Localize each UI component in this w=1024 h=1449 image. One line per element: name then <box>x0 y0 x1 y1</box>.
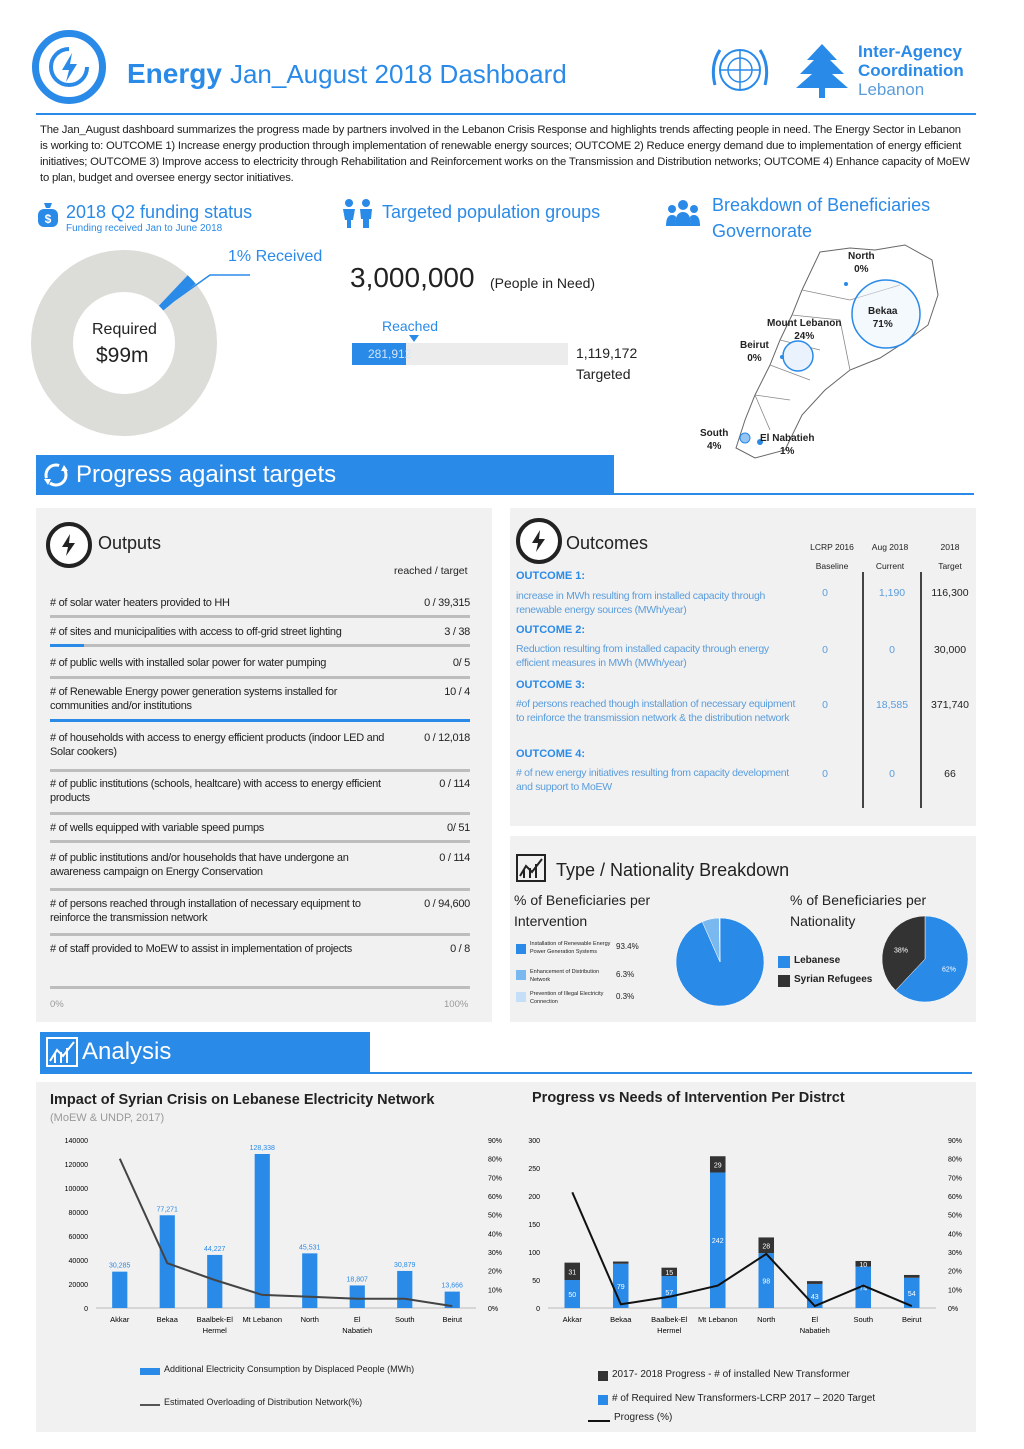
output-label: # of households with access to energy efficient products (indoor LED and Solar cookers) <box>50 732 385 758</box>
legend-swatch <box>516 944 526 954</box>
output-progress-track <box>50 812 470 815</box>
output-label: # of public institutions and/or households that have undergone an awareness campaign on Energy Conservation <box>50 852 349 878</box>
bar-data-label: 28 <box>762 1243 771 1251</box>
y2-tick-label: 20% <box>948 1268 963 1276</box>
targeted-label: Targeted <box>576 366 631 382</box>
outcome-3-current: 18,585 <box>875 699 909 711</box>
output-progress-track <box>50 676 470 679</box>
outputs-icon <box>46 522 92 568</box>
x-tick-label: Baalbek-El <box>196 1315 233 1324</box>
analysis-header-title: Analysis <box>82 1038 172 1065</box>
outcome-3-baseline: 0 <box>822 699 828 711</box>
intervention-pie <box>670 912 770 1012</box>
outcomes-divider-1 <box>862 572 864 808</box>
output-label: # of persons reached through installation of necessary equipment to reinforce the transmission network <box>50 898 361 924</box>
x-tick-label: El <box>811 1315 819 1324</box>
outcome-1-text: increase in MWh resulting from installed capacity through renewable energy sources (MWh/year) <box>516 590 766 616</box>
x-tick-label: El <box>353 1315 361 1324</box>
bar-data-label: 98 <box>762 1278 771 1286</box>
bar-data-label: 30,285 <box>109 1262 131 1270</box>
output-value: 0 / 114 <box>439 852 470 864</box>
intervention-legend-3: Prevention of Illegal Electricity Connection 0.3% <box>516 990 646 1010</box>
y-tick-label: 250 <box>528 1166 540 1173</box>
bar-data-label: 50 <box>568 1292 577 1299</box>
header-divider <box>36 113 976 115</box>
bar-data-label: 29 <box>713 1162 722 1170</box>
x-tick-label: Nabatieh <box>342 1326 373 1335</box>
x-tick-label: North <box>300 1315 319 1324</box>
bar <box>255 1154 270 1308</box>
bar-data-label: 57 <box>665 1290 674 1298</box>
x-tick-label: Mt Lebanon <box>242 1315 283 1324</box>
outcomes-title: Outcomes <box>566 533 649 553</box>
refresh-icon <box>42 461 70 489</box>
money-bag-icon <box>36 201 60 229</box>
bar-data-label: 18,807 <box>346 1276 368 1284</box>
y2-tick-label: 20% <box>488 1268 503 1276</box>
funding-subtitle: Funding received Jan to June 2018 <box>66 223 223 234</box>
population-title: Targeted population groups <box>382 202 601 222</box>
y-tick-label: 300 <box>528 1138 540 1145</box>
x-tick-label: Nabatieh <box>799 1326 830 1335</box>
governorate-title-1: Breakdown of Beneficiaries <box>712 195 931 215</box>
output-value: 0/ 5 <box>452 657 470 669</box>
bar-data-label: 15 <box>665 1269 674 1277</box>
gov-north: North 0% <box>848 251 875 275</box>
x-tick-label: Hermel <box>202 1326 227 1335</box>
outcome-3-heading: OUTCOME 3: <box>516 679 586 691</box>
x-tick-label: South <box>853 1315 874 1324</box>
progress-header-title: Progress against targets <box>76 461 337 488</box>
bar <box>350 1285 365 1308</box>
y-tick-label: 0 <box>536 1306 540 1313</box>
bar-data-label: 242 <box>711 1238 724 1246</box>
bar-data-label: 44,227 <box>204 1245 226 1253</box>
legend-swatch <box>140 1404 160 1406</box>
x-tick-label: Bekaa <box>156 1315 178 1324</box>
analysis-header-rule <box>40 1072 972 1074</box>
output-value: 0 / 94,600 <box>424 898 470 910</box>
outcome-2-baseline: 0 <box>822 644 828 656</box>
chart2-legend-line: Progress (%) <box>588 1412 948 1428</box>
outcomes-col-baseline: LCRP 2016 Baseline <box>810 542 854 571</box>
y2-tick-label: 50% <box>948 1212 963 1220</box>
chart2-svg <box>516 1130 976 1335</box>
legend-swatch <box>598 1371 608 1381</box>
y-tick-label: 120000 <box>64 1162 88 1169</box>
y2-tick-label: 40% <box>948 1231 963 1239</box>
y-tick-label: 100 <box>528 1250 540 1257</box>
bar-data-label: 13,666 <box>441 1282 463 1290</box>
outcomes-divider-2 <box>920 572 922 808</box>
nationality-legend-1: Lebanese <box>778 954 888 970</box>
bar <box>613 1262 629 1264</box>
x-tick-label: Akkar <box>562 1315 582 1324</box>
funding-title: 2018 Q2 funding status <box>66 202 253 222</box>
funding-received-label: 1% Received <box>228 248 323 265</box>
output-row <box>50 851 470 879</box>
progress-header-rule <box>36 493 974 495</box>
bar <box>904 1275 920 1278</box>
reached-value: 281,912 <box>368 347 412 361</box>
output-progress-track <box>50 888 470 891</box>
chart1-title: Impact of Syrian Crisis on Lebanese Electricity Network <box>50 1092 435 1108</box>
y2-tick-label: 80% <box>948 1156 963 1164</box>
output-row <box>50 625 470 639</box>
output-row <box>50 596 470 610</box>
output-row <box>50 942 470 956</box>
outcome-4-heading: OUTCOME 4: <box>516 748 586 760</box>
outputs-title: Outputs <box>98 533 162 553</box>
bar-data-label: 54 <box>907 1290 916 1298</box>
gov-bekaa: Bekaa 71% <box>868 306 898 330</box>
coordination-logo-text: Inter-Agency Coordination Lebanon <box>858 42 964 99</box>
legend-swatch <box>516 970 526 980</box>
y2-tick-label: 70% <box>488 1175 503 1183</box>
legend-swatch <box>778 956 790 968</box>
y2-tick-label: 0% <box>488 1306 499 1313</box>
breakdown-panel <box>510 836 976 1022</box>
outcomes-col-current: Aug 2018 Current <box>871 542 909 571</box>
nationality-pie <box>880 914 970 1004</box>
chart1-svg <box>36 1130 516 1335</box>
reached-marker-icon <box>409 335 419 342</box>
y2-tick-label: 50% <box>488 1212 503 1220</box>
y2-tick-label: 10% <box>948 1287 963 1295</box>
output-value: 0 / 114 <box>439 778 470 790</box>
outcome-3-target: 371,740 <box>931 699 969 711</box>
bar-data-label: 74 <box>859 1285 868 1293</box>
output-value: 0 / 8 <box>450 943 470 955</box>
y-tick-label: 60000 <box>68 1234 88 1241</box>
outcome-1-heading: OUTCOME 1: <box>516 570 586 582</box>
gov-south: South 4% <box>700 428 729 452</box>
y2-tick-label: 90% <box>488 1138 503 1145</box>
page-title: Energy Jan_August 2018 Dashboard <box>127 58 567 89</box>
bar <box>302 1253 317 1308</box>
output-label: # of sites and municipalities with access to off-grid street lighting <box>50 626 342 638</box>
outcome-2-text: Reduction resulting from installed capacity through energy efficient measures in MWh (MWh/year) <box>516 643 769 669</box>
governorate-title-2: Governorate <box>712 221 813 241</box>
y2-tick-label: 30% <box>948 1250 963 1257</box>
y-tick-label: 0 <box>84 1306 88 1313</box>
bar <box>397 1271 412 1308</box>
x-tick-label: Hermel <box>657 1326 682 1335</box>
y2-tick-label: 80% <box>488 1156 503 1164</box>
y-tick-label: 20000 <box>68 1282 88 1289</box>
chart1-legend-line: Estimated Overloading of Distribution Network(%) <box>140 1397 480 1413</box>
nationality-title: % of Beneficiaries per Nationality <box>790 892 927 929</box>
outcome-4-text: # of new energy initiatives resulting from capacity development and support to MoEW <box>516 767 789 793</box>
y2-tick-label: 60% <box>948 1194 963 1201</box>
outcome-2-current: 0 <box>889 644 895 656</box>
pie-label: 38% <box>894 947 909 955</box>
output-progress-track <box>50 719 470 722</box>
outcome-1-current: 1,190 <box>878 587 906 599</box>
outputs-axis-start: 0% <box>50 999 64 1010</box>
targeted-value: 1,119,172 <box>576 345 638 361</box>
x-tick-label: Beirut <box>901 1315 922 1324</box>
group-icon <box>666 198 700 228</box>
y-tick-label: 150 <box>528 1222 540 1229</box>
legend-swatch <box>516 992 526 1002</box>
outcome-4-target: 66 <box>944 768 956 780</box>
output-progress-track <box>50 769 470 772</box>
output-progress-track <box>50 840 470 843</box>
x-tick-label: Akkar <box>110 1315 130 1324</box>
gov-mount-lebanon: Mount Lebanon 24% <box>767 318 842 342</box>
y2-tick-label: 30% <box>488 1250 503 1257</box>
y2-tick-label: 10% <box>488 1287 503 1295</box>
output-value: 0 / 39,315 <box>424 597 470 609</box>
y2-tick-label: 40% <box>488 1231 503 1239</box>
bar-data-label: 45,531 <box>299 1244 321 1252</box>
chart2-legend-progress: 2017- 2018 Progress - # of installed New Transformer <box>598 1369 958 1385</box>
bar <box>112 1272 127 1308</box>
output-progress-track <box>50 644 470 647</box>
legend-swatch <box>588 1420 610 1422</box>
output-progress-track <box>50 615 470 618</box>
outcomes-panel <box>510 508 976 826</box>
y-tick-label: 40000 <box>68 1258 88 1265</box>
outcomes-col-target: 2018 Target <box>938 542 962 571</box>
output-label: # of public institutions (schools, healtcare) with access to energy efficient products <box>50 778 381 804</box>
output-row <box>50 897 470 925</box>
y2-tick-label: 90% <box>948 1138 963 1145</box>
gov-beirut: Beirut 0% <box>740 340 769 364</box>
un-emblem-icon <box>705 40 775 100</box>
pin-value: 3,000,000 <box>350 262 475 293</box>
outcome-2-heading: OUTCOME 2: <box>516 624 586 636</box>
x-tick-label: Mt Lebanon <box>697 1315 738 1324</box>
people-icon <box>340 198 376 228</box>
y-tick-label: 140000 <box>64 1138 88 1145</box>
bar-data-label: 43 <box>810 1293 819 1301</box>
bar-data-label: 128,338 <box>249 1144 275 1152</box>
breakdown-title: Type / Nationality Breakdown <box>556 860 790 880</box>
funding-required-label: Required <box>92 321 157 338</box>
y2-tick-label: 60% <box>488 1194 503 1201</box>
analysis-chart-icon <box>46 1037 78 1067</box>
bar-data-label: 10 <box>859 1261 868 1269</box>
chart2-legend-required: # of Required New Transformers-LCRP 2017 – 2020 Target <box>598 1393 958 1409</box>
output-value: 3 / 38 <box>444 626 470 638</box>
reached-label: Reached <box>382 318 439 334</box>
output-label: # of public wells with installed solar power for water pumping <box>50 657 327 669</box>
output-label: # of solar water heaters provided to HH <box>50 597 230 609</box>
bar-data-label: 79 <box>616 1283 625 1291</box>
bar-data-label: 77,271 <box>156 1206 178 1214</box>
outcome-1-target: 116,300 <box>931 587 969 599</box>
intro-text: The Jan_August dashboard summarizes the progress made by partners involved in the Lebanon Crisis Response and highlights trends affecting people in need. The Energy Sector in Lebanon is working to: OUTCOME 1) Increase energy production through implementation of renewable energy sources; OUTCOME 2) Reduce energy demand due to implementation of energy efficient initiatives; OUTCOME 3) Improve access to electricity through Rehabilitation and Reinforcement works on the Transmission and Distribution networks; OUTCOME 4) Enhance capacity of MoEW to plan, budget and oversee energy sector initiatives. <box>40 124 970 184</box>
output-row <box>50 731 470 759</box>
y-tick-label: 200 <box>528 1194 540 1201</box>
output-row <box>50 777 470 805</box>
intervention-legend-2: Enhancement of Distribution Network 6.3% <box>516 968 646 988</box>
outputs-col-label: reached / target <box>394 565 468 577</box>
y2-tick-label: 70% <box>948 1175 963 1183</box>
chart1-subtitle: (MoEW & UNDP, 2017) <box>50 1112 165 1124</box>
cedar-tree-icon <box>792 42 852 100</box>
x-tick-label: Beirut <box>442 1315 463 1324</box>
intervention-title: % of Beneficiaries per Intervention <box>514 892 651 929</box>
outcome-4-baseline: 0 <box>822 768 828 780</box>
funding-required-value: $99m <box>96 344 149 367</box>
legend-swatch <box>140 1368 160 1375</box>
outcome-1-baseline: 0 <box>822 587 828 599</box>
output-label: # of wells equipped with variable speed pumps <box>50 822 264 834</box>
legend-swatch <box>778 975 790 987</box>
output-progress-fill <box>50 719 470 722</box>
analysis-panel <box>36 1082 976 1432</box>
output-progress-track <box>50 933 470 936</box>
bar-data-label: 31 <box>568 1269 577 1277</box>
chart-icon <box>516 854 546 882</box>
output-value: 10 / 4 <box>444 686 470 698</box>
y-tick-label: 80000 <box>68 1210 88 1217</box>
energy-logo-icon <box>32 30 106 104</box>
x-tick-label: North <box>757 1315 776 1324</box>
output-progress-fill <box>50 644 84 647</box>
outcomes-icon <box>516 518 562 564</box>
output-row <box>50 656 470 670</box>
output-value: 0 / 12,018 <box>424 732 470 744</box>
gov-nabatieh: El Nabatieh 1% <box>760 433 815 457</box>
output-label: # of Renewable Energy power generation systems installed for communities and/or institutions <box>50 686 338 712</box>
bar-data-label: 30,879 <box>394 1261 416 1269</box>
nationality-legend-2: Syrian Refugees <box>778 973 888 989</box>
intervention-legend-1: Installation of Renewable Energy Power Generation Systems 93.4% <box>516 940 646 964</box>
pin-label: (People in Need) <box>490 275 596 291</box>
x-tick-label: South <box>394 1315 415 1324</box>
outcome-3-text: #of persons reached though installation of necessary equipment to reinforce the transmission network & the distribution network <box>516 698 796 724</box>
pie-label: 62% <box>941 966 956 974</box>
outcome-4-current: 0 <box>889 768 895 780</box>
output-progress-track <box>50 986 470 989</box>
x-tick-label: Baalbek-El <box>651 1315 688 1324</box>
output-value: 0/ 51 <box>447 822 470 834</box>
bar <box>807 1281 823 1284</box>
chart2-title: Progress vs Needs of Intervention Per Distrct <box>532 1090 845 1106</box>
output-label: # of staff provided to MoEW to assist in implementation of projects <box>50 943 352 955</box>
x-tick-label: Bekaa <box>610 1315 632 1324</box>
output-row <box>50 821 470 835</box>
y-tick-label: 50 <box>532 1278 540 1285</box>
chart1-legend-bar: Additional Electricity Consumption by Displaced People (MWh) <box>140 1364 480 1380</box>
y-tick-label: 100000 <box>64 1186 88 1193</box>
legend-swatch <box>598 1395 608 1405</box>
outputs-panel <box>36 508 492 1022</box>
y2-tick-label: 0% <box>948 1306 959 1313</box>
output-row <box>50 685 470 713</box>
outcome-2-target: 30,000 <box>933 644 967 656</box>
svg-text:$: $ <box>44 212 52 226</box>
outputs-axis-end: 100% <box>444 999 469 1010</box>
